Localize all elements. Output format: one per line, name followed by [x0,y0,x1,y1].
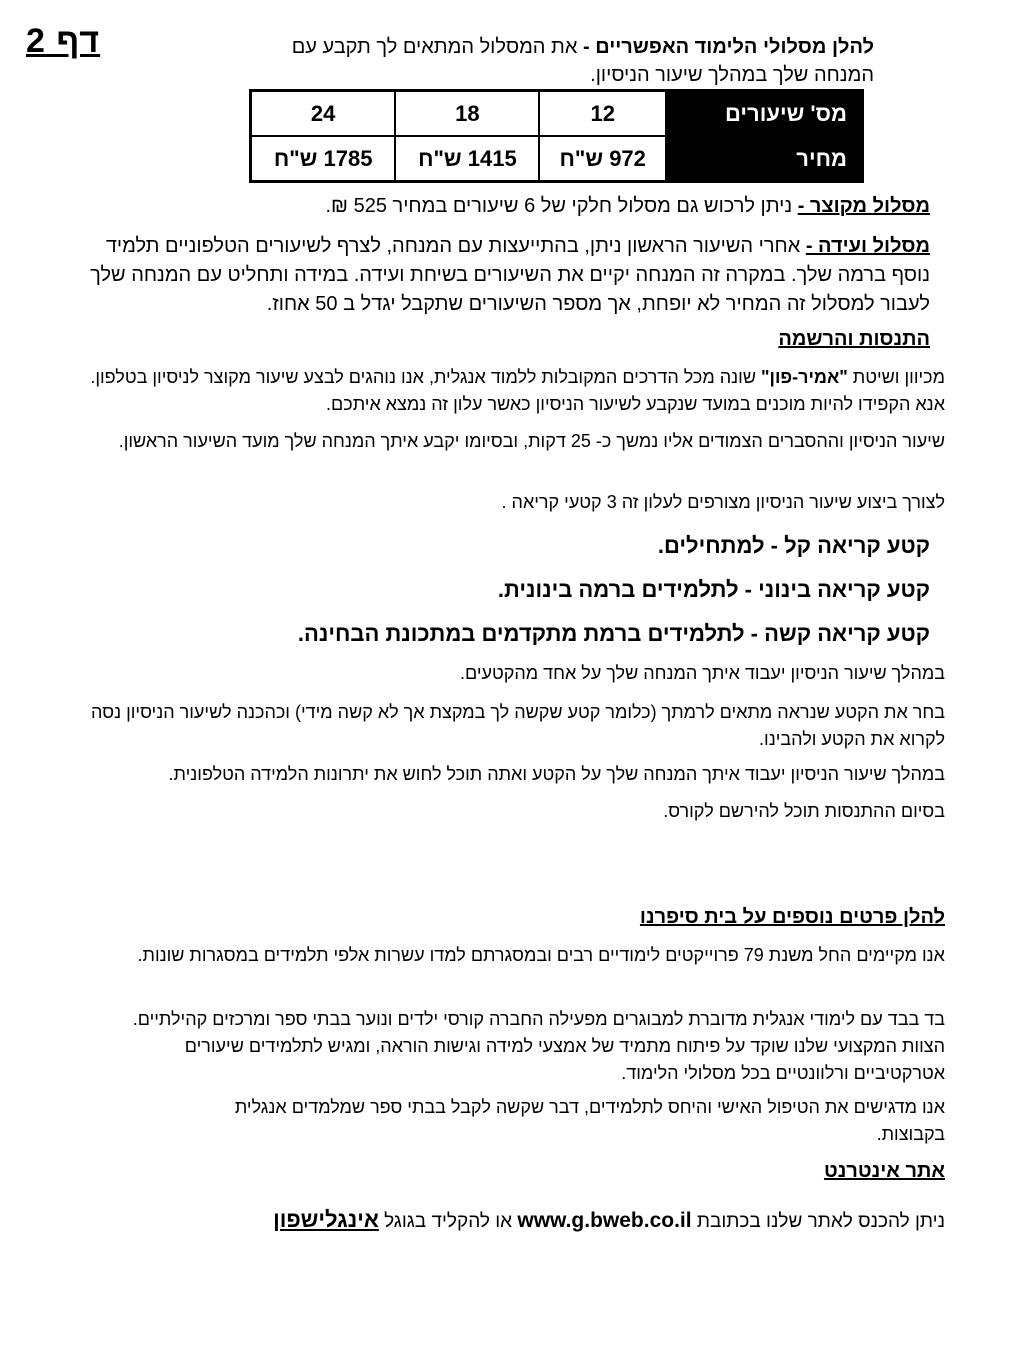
school-paragraph-2: בד בבד עם לימודי אנגלית מדוברת למבוגרים מפעילה החברה קורסי ילדים ונוער בבתי ספר ומרכזים קהילתיים. הצוות המקצועי שלנו שוקד על פיתוח מתמיד של אמצעי למידה וגישות הוראה, ומגיש לתלמידים שיעורים אטרקטיביים ורלוונטיים בכל מסלולי הלימוד. [132,1009,945,1083]
intro-text: את המסלול המתאים לך תקבע עם המנחה שלך במהלך שיעור הניסיון. [291,36,874,86]
short-track-paragraph [70,192,930,221]
price-table [249,89,864,183]
intro-paragraph [254,33,874,89]
lessons-header: מס' שיעורים [666,91,863,137]
trial-paragraph-6: במהלך שיעור הניסיון יעבוד איתך המנחה שלך על הקטע ואתה תוכל לחוש את יתרונות הלמידה הטלפונית. [168,764,945,784]
short-track-title: מסלול מקוצר - [797,195,930,217]
internet-mid: או להקליד בגוגל [378,1211,518,1232]
short-track-text: ניתן לרכוש גם מסלול חלקי של 6 שיעורים במחיר 525 ₪. [325,195,798,217]
search-keyword: אינגלישפון [273,1207,379,1232]
trial-paragraph-4: במהלך שיעור הניסיון יעבוד איתך המנחה שלך על אחד מהקטעים. [460,663,945,683]
price-cell: 1785 ש"ח [251,136,396,182]
trial-paragraph-1 [65,364,945,418]
price-cell: 972 ש"ח [539,136,666,182]
school-paragraph-3: אנו מדגישים את הטיפול האישי והיחס לתלמידים, דבר שקשה לקבל בבתי ספר שמלמדים אנגלית בקבוצות. [234,1097,945,1144]
meeting-track-title: מסלול ועידה - [805,235,930,257]
trial-p1-pre: מכיוון ושיטת [847,367,945,387]
reading-easy: קטע קריאה קל - למתחילים. [657,533,930,558]
reading-hard: קטע קריאה קשה - לתלמידים ברמת מתקדמים במתכונת הבחינה. [297,621,930,646]
trial-paragraph-5: בחר את הקטע שנראה מתאים לרמתך (כלומר קטע שקשה לך במקצת אך לא קשה מידי) וכהכנה לשיעור הניסיון נסה לקרוא את הקטע ולהבינו. [91,702,945,749]
lessons-cell: 18 [395,91,539,137]
intro-bold: להלן מסלולי הלימוד האפשריים - [582,36,874,58]
price-cell: 1415 ש"ח [395,136,539,182]
trial-paragraph-2: שיעור הניסיון וההסברים הצמודים אליו נמשך כ- 25 דקות, ובסיומו יקבע איתך המנחה שלך מועד השיעור הראשון. [118,431,945,451]
school-heading: להלן פרטים נוספים על בית סיפרנו [639,906,945,928]
trial-heading: התנסות והרשמה [778,328,930,350]
price-header: מחיר [666,136,863,182]
lessons-cell: 12 [539,91,666,137]
meeting-track-text: אחרי השיעור הראשון ניתן, בהתייעצות עם המנחה, לצרף לשיעורים הטלפוניים תלמיד נוסף ברמה שלך. במקרה זה המנחה יקיים את השיעורים בשיחת ועידה. במידה ותחליט עם המנחה שלך לעבור למסלול זה המחיר לא יופחת, אך מספר השיעורים שתקבל יגדל ב 50 אחוז. [90,235,930,315]
trial-p1-post: שונה מכל הדרכים המקובלות ללמוד אנגלית, אנו נוהגים לבצע שיעור מקוצר לניסיון בטלפון. אנא הקפידו להיות מוכנים במועד שנקבע לשיעור הניסיון כאשר עלון זה נמצא איתכם. [90,367,945,414]
internet-pre: ניתן להכנס לאתר שלנו בכתובת [691,1211,945,1232]
lessons-cell: 24 [251,91,396,137]
price-table-row-lessons [251,91,863,137]
price-table-row-price [251,136,863,182]
meeting-track-paragraph [70,232,930,319]
method-name: "אמיר-פון" [760,367,848,387]
website-link[interactable]: www.g.bweb.co.il [517,1209,692,1232]
trial-paragraph-7: בסיום ההתנסות תוכל להירשם לקורס. [663,801,945,821]
page-number: דף 2 [26,22,101,60]
internet-heading: אתר אינטרנט [823,1160,945,1182]
reading-medium: קטע קריאה בינוני - לתלמידים ברמה בינונית. [497,577,930,602]
trial-paragraph-3: לצורך ביצוע שיעור הניסיון מצורפים לעלון זה 3 קטעי קריאה . [501,492,945,512]
internet-line [85,1204,945,1238]
school-paragraph-1: אנו מקיימים החל משנת 79 פרוייקטים לימודיים רבים ובמסגרתם למדו עשרות אלפי תלמידים במסגרות שונות. [137,945,945,965]
